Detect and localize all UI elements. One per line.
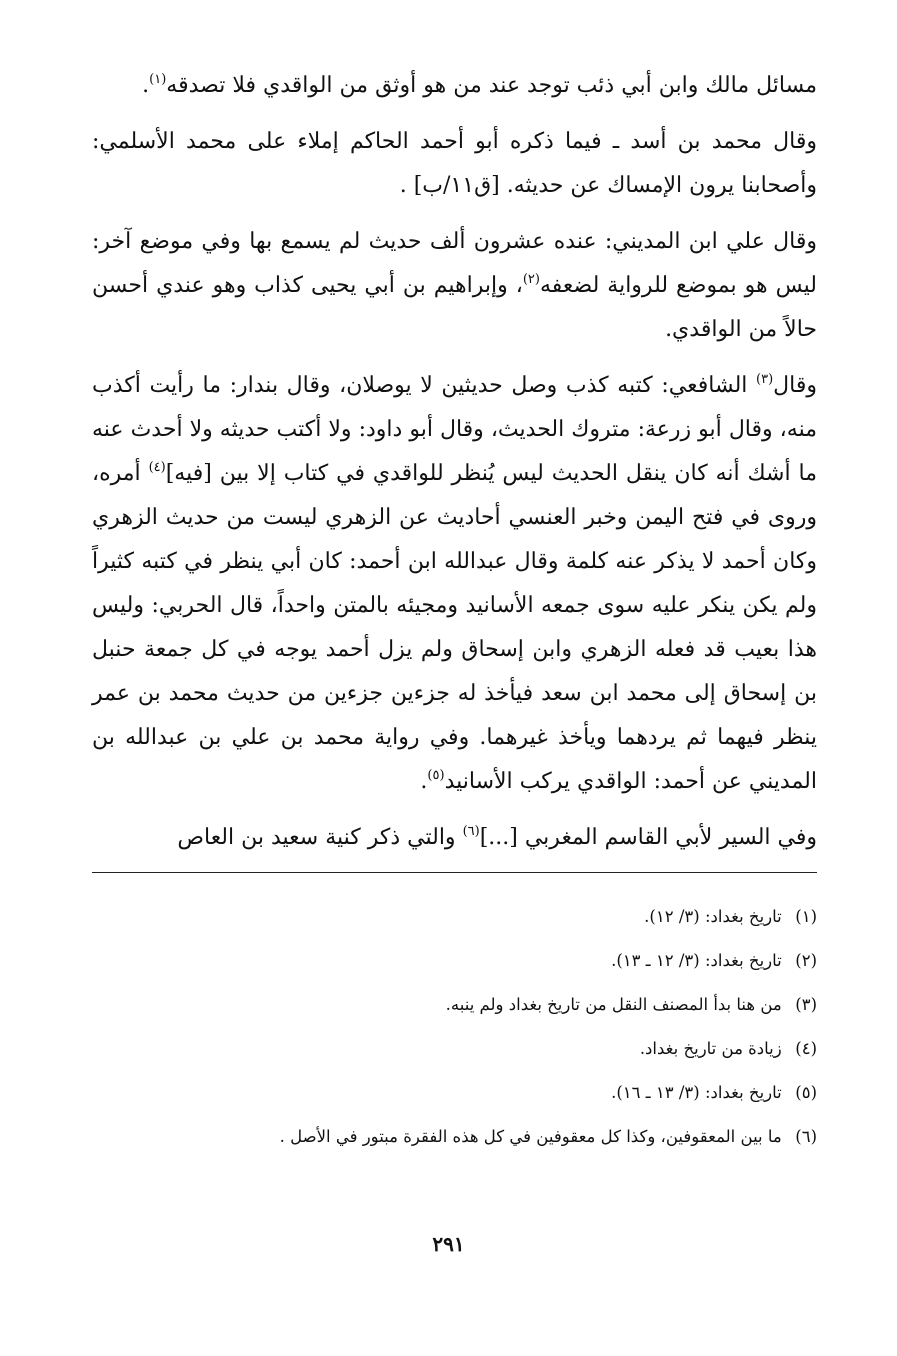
footnote-6 (92, 1115, 817, 1159)
footnote-ref-4[interactable]: (٤) (148, 460, 166, 475)
paragraph-3-text: وقال علي ابن المديني: عنده عشرون ألف حديث لم يسمع بها وفي موضع آخر: ليس هو بموضع للرواية لضعفه (92, 229, 817, 298)
paragraph-5 (92, 816, 817, 860)
footnote-number: (٦) (795, 1127, 817, 1146)
footnote-2 (92, 939, 817, 983)
paragraph-3 (92, 220, 817, 352)
footnote-text: تاريخ بغداد: (٣/ ١٣ ـ ١٦). (611, 1083, 782, 1102)
footnote-text: ما بين المعقوفين، وكذا كل معقوفين في كل هذه الفقرة مبتور في الأصل . (279, 1127, 782, 1146)
paragraph-1 (92, 64, 817, 108)
footnote-ref-5[interactable]: (٥) (427, 768, 445, 783)
footnote-1 (92, 895, 817, 939)
footnote-text: تاريخ بغداد: (٣/ ١٢). (644, 907, 782, 926)
footnote-number: (١) (795, 907, 817, 926)
footnote-separator (92, 872, 817, 873)
footnote-ref-1[interactable]: (١) (149, 72, 167, 87)
paragraph-5-tail: والتي ذكر كنية سعيد بن العاص (177, 825, 463, 850)
page-number: ٢٩١ (432, 1232, 465, 1256)
footnote-ref-6[interactable]: (٦) (462, 824, 480, 839)
paragraph-4 (92, 364, 817, 804)
footnote-number: (٥) (795, 1083, 817, 1102)
footnote-text: زيادة من تاريخ بغداد. (639, 1039, 782, 1058)
footnote-number: (٤) (795, 1039, 817, 1058)
page-content (92, 64, 817, 1159)
paragraph-4-tail-3: . (420, 769, 428, 794)
footnotes (92, 895, 817, 1159)
paragraph-4-text: وقال (773, 373, 817, 398)
paragraph-5-text: وفي السير لأبي القاسم المغربي [...] (479, 825, 817, 850)
footnote-text: تاريخ بغداد: (٣/ ١٢ ـ ١٣). (611, 951, 782, 970)
paragraph-1-text: مسائل مالك وابن أبي ذئب توجد عند من هو أوثق من الواقدي فلا تصدقه (166, 73, 817, 98)
footnote-5 (92, 1071, 817, 1115)
paragraph-3-tail: ، وإبراهيم بن أبي يحيى كذاب وهو عندي أحسن حالاً من الواقدي. (92, 273, 817, 342)
paragraph-2-text: وقال محمد بن أسد ـ فيما ذكره أبو أحمد الحاكم إملاء على محمد الأسلمي: وأصحابنا يرون الإمساك عن حديثه. [ق١١/ب] . (92, 129, 817, 198)
footnote-number: (٣) (795, 995, 817, 1014)
footnote-4 (92, 1027, 817, 1071)
paragraph-2 (92, 120, 817, 208)
paragraph-1-tail: . (142, 73, 150, 98)
paragraph-4-tail: الشافعي: كتبه كذب وصل حديثين لا يوصلان، وقال بندار: ما رأيت أكذب منه، وقال أبو زرعة: متروك الحديث، وقال أبو داود: ولا أكتب حديثه ولا أحدث عنه ما أشك أنه كان ينقل الحديث ليس يُنظر للواقدي في كتاب إلا بين [فيه] (92, 373, 817, 486)
footnote-ref-3[interactable]: (٣) (756, 372, 774, 387)
footnote-ref-2[interactable]: (٢) (522, 272, 540, 287)
paragraph-4-tail-2: أمره، وروى في فتح اليمن وخبر العنسي أحاديث عن الزهري ليست من حديث الزهري وكان أحمد لا يذكر عنه كلمة وقال عبدالله ابن أحمد: كان أبي ينظر في كتبه كثيراً ولم يكن ينكر عليه سوى جمعه الأسانيد ومجيئه بالمتن واحداً، قال الحربي: وليس هذا بعيب قد فعله الزهري وابن إسحاق ولم يزل أحمد يوجه في كل جمعة حنبل بن إسحاق إلى محمد ابن سعد فيأخذ له جزءين جزءين من حديث محمد بن عمر ينظر فيهما ثم يردهما ويأخذ غيرهما. وفي رواية محمد بن علي بن عبدالله بن المديني عن أحمد: الواقدي يركب الأسانيد (92, 461, 817, 794)
footnote-text: من هنا بدأ المصنف النقل من تاريخ بغداد ولم ينبه. (445, 995, 782, 1014)
footnote-number: (٢) (795, 951, 817, 970)
footnote-3 (92, 983, 817, 1027)
